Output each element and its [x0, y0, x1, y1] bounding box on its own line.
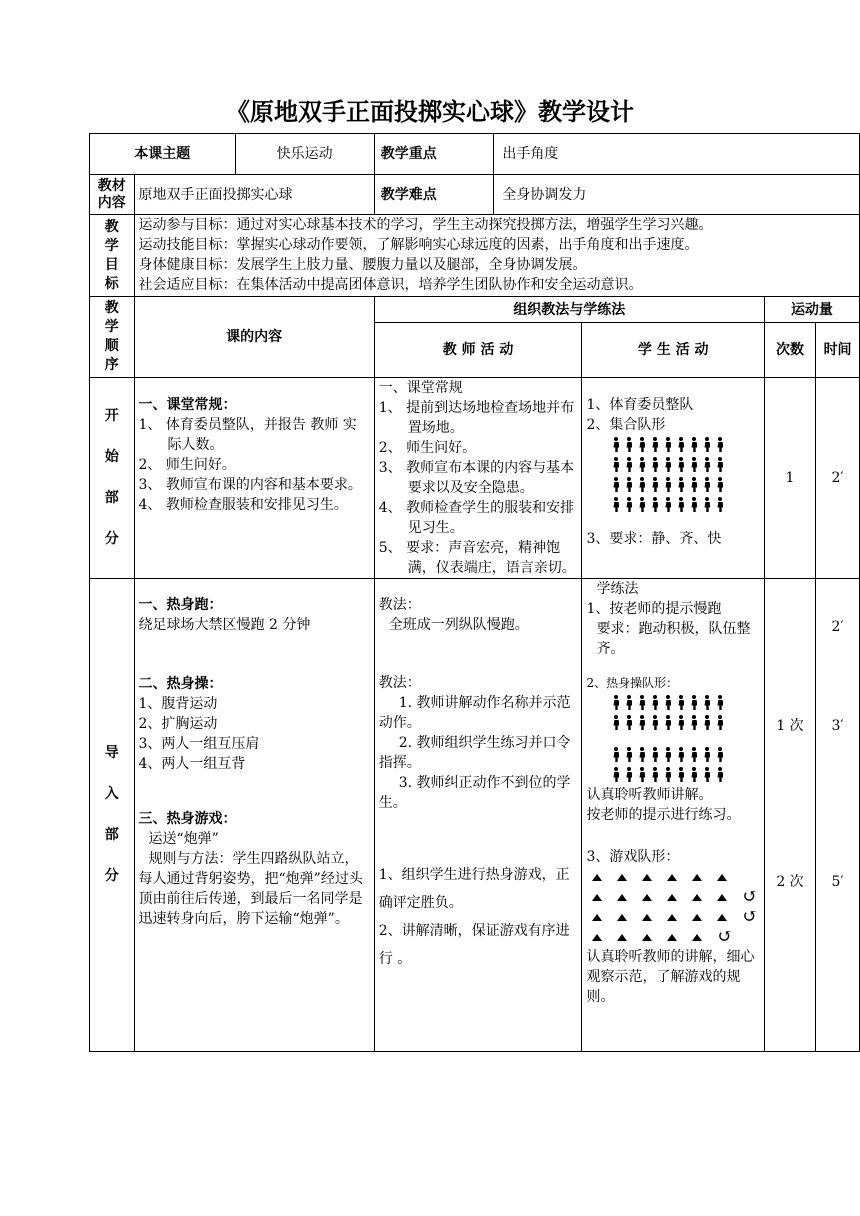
person-icon	[664, 695, 672, 711]
triangle-icon	[617, 934, 627, 941]
intro-s-header: 学练法	[596, 581, 639, 597]
person-icon	[651, 477, 659, 493]
person-icon	[651, 437, 659, 453]
person-icon	[690, 437, 698, 453]
triangle-icon	[692, 914, 702, 921]
start-teacher-item: 4、 教师检查学生的服装和安排见习生。	[378, 500, 575, 536]
order-label: 教 学 顺 序	[90, 297, 135, 378]
intro-times-3: 2 次	[776, 874, 804, 890]
person-icon	[651, 715, 659, 731]
person-icon	[612, 457, 620, 473]
start-teacher-item: 5、 要求：声音宏亮，精神饱满，仪表端庄，语言亲切。	[378, 540, 576, 576]
material-label: 教材 内容	[90, 175, 135, 215]
person-icon	[664, 747, 672, 763]
formation-row	[586, 435, 759, 455]
intro-s1: 1、按老师的提示慢跑	[586, 601, 722, 617]
person-icon	[716, 477, 724, 493]
intro-s2: 2、热身操队形：	[586, 676, 679, 690]
person-icon	[651, 747, 659, 763]
intro-c2-title: 二、热身操：	[138, 676, 223, 692]
person-icon	[690, 477, 698, 493]
person-icon	[651, 695, 659, 711]
formation-row	[586, 765, 759, 785]
triangle-icon	[617, 914, 627, 921]
start-teacher-title: 一、课堂常规	[378, 380, 463, 396]
student-header: 学 生 活 动	[582, 323, 764, 378]
intro-times	[764, 579, 815, 1052]
intro-section-row	[90, 579, 860, 1052]
key-value: 出手角度	[494, 134, 860, 175]
start-content-item: 4、 教师检查服装和安排见习生。	[138, 497, 348, 513]
formation-row	[586, 455, 759, 475]
person-icon	[664, 767, 672, 783]
person-icon	[690, 715, 698, 731]
curved-arrow-icon: ↺	[717, 926, 733, 947]
intro-time-3: 5′	[831, 874, 844, 890]
intro-t2-item: 1. 教师讲解动作名称并示范动作。	[378, 695, 571, 731]
start-teacher-item: 1、 提前到达场地检查场地并布置场地。	[378, 400, 575, 436]
triangle-icon	[667, 914, 677, 921]
person-icon	[625, 457, 633, 473]
start-teacher-item: 2、 师生问好。	[378, 440, 477, 456]
key-label: 教学重点	[374, 134, 494, 175]
person-icon	[703, 767, 711, 783]
objective-line: 社会适应目标：在集体活动中提高团体意识，培养学生团队协作和安全运动意识。	[138, 277, 643, 293]
column-header-row-1	[90, 297, 860, 323]
person-icon	[677, 715, 685, 731]
intro-c2-item: 1、腹背运动	[138, 696, 218, 712]
person-icon	[612, 437, 620, 453]
triangle-icon	[592, 874, 602, 881]
person-icon	[612, 497, 620, 513]
start-times: 1	[764, 378, 815, 579]
intro-times-2: 1 次	[776, 718, 804, 734]
triangle-icon	[667, 874, 677, 881]
intro-time-1: 2′	[831, 619, 844, 635]
intro-s3: 3、游戏队形：	[586, 849, 680, 865]
start-student	[582, 378, 764, 579]
triangle-icon	[667, 894, 677, 901]
intro-c3-text: 规则与方法：学生四路纵队站立，每人通过背躬姿势，把“炮弹”经过头顶由前往后传递，到最后一名同学是迅速转身向后，胯下运输“炮弹”。	[138, 851, 363, 927]
triangle-icon	[617, 874, 627, 881]
warmup-formation-figure	[586, 693, 759, 733]
header-row-1	[90, 134, 860, 175]
start-student-item: 2、集合队形	[586, 417, 666, 433]
person-icon	[664, 477, 672, 493]
person-icon	[703, 497, 711, 513]
person-icon	[612, 747, 620, 763]
methods-header: 组织教法与学练法	[374, 297, 764, 323]
intro-t1-label: 教法：	[378, 597, 421, 613]
person-icon	[677, 767, 685, 783]
person-icon	[703, 715, 711, 731]
amount-header: 运动量	[764, 297, 859, 323]
person-icon	[677, 477, 685, 493]
person-icon	[612, 695, 620, 711]
time-header: 时间	[816, 323, 860, 378]
person-icon	[677, 497, 685, 513]
intro-c3-title: 三、热身游戏：	[138, 811, 237, 827]
objectives-label: 教 学 目 标	[90, 215, 135, 297]
triangle-icon	[692, 874, 702, 881]
intro-time	[816, 579, 860, 1052]
intro-teacher	[374, 579, 582, 1052]
header-row-2	[90, 175, 860, 215]
person-icon	[664, 497, 672, 513]
triangle-icon	[667, 934, 677, 941]
triangle-icon	[592, 934, 602, 941]
start-content	[134, 378, 374, 579]
start-section-label: 开 始 部 分	[90, 378, 135, 579]
person-icon	[664, 437, 672, 453]
person-icon	[638, 437, 646, 453]
person-icon	[690, 747, 698, 763]
intro-s3-a: 认真聆听教师的讲解，细心观察示范，了解游戏的规则。	[586, 949, 755, 1005]
objective-line: 身体健康目标：发展学生上肢力量、腰腹力量以及腿部，全身协调发展。	[138, 257, 587, 273]
teacher-header: 教 师 活 动	[374, 323, 582, 378]
triangle-icon	[592, 914, 602, 921]
person-icon	[664, 715, 672, 731]
triangle-icon	[717, 894, 727, 901]
intro-t1-text: 全班成一列纵队慢跑。	[388, 617, 529, 633]
formation-row	[586, 495, 759, 515]
person-icon	[625, 695, 633, 711]
formation-row	[586, 745, 759, 765]
game-formation-figure	[586, 867, 759, 947]
triangle-icon	[717, 874, 727, 881]
objectives-text	[134, 215, 859, 297]
intro-c3-name: 运送“炮弹”	[148, 831, 219, 847]
intro-section-label: 导 入 部 分	[90, 579, 135, 1052]
intro-s2-b: 按老师的提示进行练习。	[586, 807, 741, 823]
start-time: 2′	[816, 378, 860, 579]
person-icon	[638, 457, 646, 473]
person-icon	[638, 715, 646, 731]
person-icon	[651, 457, 659, 473]
person-icon	[638, 497, 646, 513]
objective-line: 运动技能目标：掌握实心球动作要领，了解影响实心球远度的因素，出手角度和出手速度。	[138, 237, 699, 253]
start-content-item: 2、 师生问好。	[138, 457, 236, 473]
person-icon	[612, 767, 620, 783]
intro-c1-title: 一、热身跑：	[138, 597, 223, 613]
triangle-icon	[692, 894, 702, 901]
start-content-item: 3、 教师宣布课的内容和基本要求。	[138, 477, 362, 493]
intro-student	[582, 579, 764, 1052]
person-icon	[703, 457, 711, 473]
intro-time-2: 3′	[831, 718, 844, 734]
person-icon	[625, 437, 633, 453]
intro-s2-a: 认真聆听教师讲解。	[586, 787, 713, 803]
person-icon	[716, 497, 724, 513]
person-icon	[677, 747, 685, 763]
formation-row	[586, 475, 759, 495]
person-icon	[716, 767, 724, 783]
intro-c2-item: 2、扩胸运动	[138, 716, 218, 732]
triangle-icon	[617, 894, 627, 901]
formation-row	[586, 713, 759, 733]
intro-c1-text: 绕足球场大禁区慢跑 2 分钟	[138, 617, 311, 633]
person-icon	[612, 477, 620, 493]
start-content-item: 1、 体育委员整队，并报告 教师 实际人数。	[138, 417, 357, 453]
topic-value: 快乐运动	[235, 134, 374, 175]
person-icon	[703, 695, 711, 711]
person-icon	[625, 715, 633, 731]
triangle-icon	[642, 894, 652, 901]
intro-t3-item: 1、组织学生进行热身游戏，正确评定胜负。	[378, 867, 570, 911]
person-icon	[716, 747, 724, 763]
person-icon	[690, 457, 698, 473]
intro-content	[134, 579, 374, 1052]
intro-c2-item: 4、两人一组互背	[138, 756, 246, 772]
intro-t2-item: 3. 教师纠正动作不到位的学生。	[378, 775, 571, 811]
times-header: 次数	[764, 323, 815, 378]
start-teacher	[374, 378, 582, 579]
start-student-item: 1、体育委员整队	[586, 397, 694, 413]
triangle-icon	[642, 934, 652, 941]
content-header: 课的内容	[134, 297, 374, 378]
intro-t3-item: 2、讲解清晰，保证游戏有序进行 。	[378, 923, 570, 967]
person-icon	[625, 767, 633, 783]
person-icon	[703, 477, 711, 493]
person-icon	[625, 747, 633, 763]
intro-s1-req: 要求：跑动积极，队伍整齐。	[596, 621, 751, 657]
intro-t2-item: 2. 教师组织学生练习并口令指挥。	[378, 735, 571, 771]
person-icon	[651, 497, 659, 513]
person-icon	[612, 715, 620, 731]
person-icon	[677, 437, 685, 453]
curved-arrow-icon: ↺	[742, 906, 758, 927]
start-student-requirement: 3、要求：静、齐、快	[586, 531, 722, 547]
person-icon	[690, 767, 698, 783]
start-section-row	[90, 378, 860, 579]
intro-c2-item: 3、两人一组互压肩	[138, 736, 260, 752]
person-icon	[716, 457, 724, 473]
formation-figure	[586, 435, 759, 515]
person-icon	[664, 457, 672, 473]
triangle-icon	[692, 934, 702, 941]
triangle-icon	[642, 874, 652, 881]
person-icon	[638, 747, 646, 763]
person-icon	[690, 497, 698, 513]
start-content-title: 一、课堂常规：	[138, 397, 237, 413]
person-icon	[677, 457, 685, 473]
objectives-row	[90, 215, 860, 297]
warmup-formation-figure	[586, 745, 759, 785]
person-icon	[638, 767, 646, 783]
person-icon	[703, 437, 711, 453]
person-icon	[638, 477, 646, 493]
person-icon	[703, 747, 711, 763]
intro-t2-label: 教法：	[378, 675, 421, 691]
person-icon	[716, 437, 724, 453]
person-icon	[651, 767, 659, 783]
difficulty-label: 教学难点	[374, 175, 494, 215]
difficulty-value: 全身协调发力	[494, 175, 860, 215]
triangle-icon	[592, 894, 602, 901]
person-icon	[690, 695, 698, 711]
person-icon	[677, 695, 685, 711]
person-icon	[716, 715, 724, 731]
start-teacher-item: 3、 教师宣布本课的内容与基本要求以及安全隐患。	[378, 460, 575, 496]
topic-label: 本课主题	[90, 134, 236, 175]
triangle-icon	[717, 914, 727, 921]
person-icon	[716, 695, 724, 711]
page-title: 《原地双手正面投掷实心球》教学设计	[226, 98, 634, 126]
person-icon	[638, 695, 646, 711]
material-value: 原地双手正面投掷实心球	[134, 175, 374, 215]
person-icon	[625, 477, 633, 493]
formation-row	[586, 693, 759, 713]
objective-line: 运动参与目标：通过对实心球基本技术的学习，学生主动探究投掷方法，增强学生学习兴趣。	[138, 217, 713, 233]
lesson-plan-table	[89, 133, 860, 1052]
triangle-icon	[642, 914, 652, 921]
curved-arrow-icon: ↺	[742, 886, 758, 907]
person-icon	[625, 497, 633, 513]
